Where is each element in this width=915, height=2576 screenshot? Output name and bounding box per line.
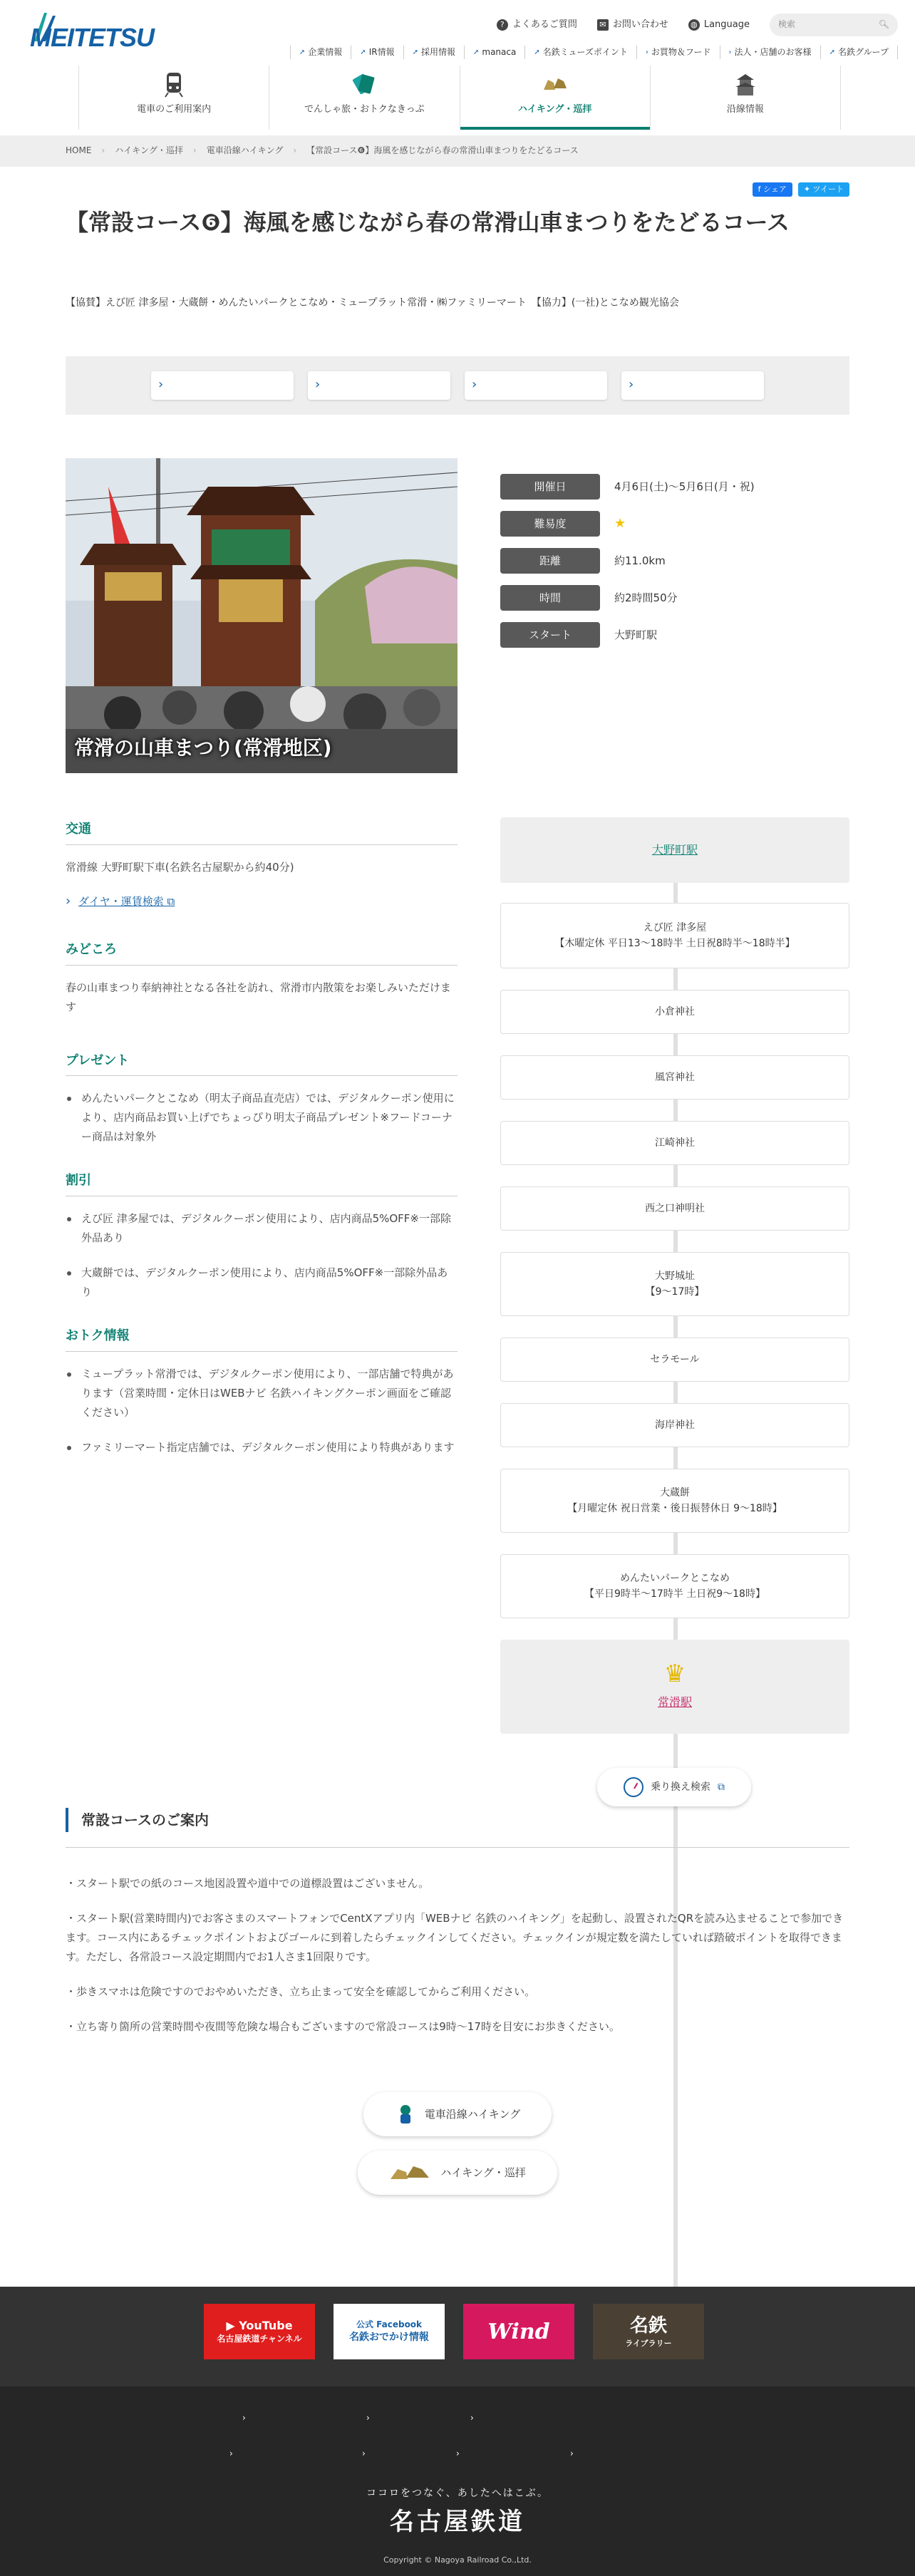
twitter-share-button[interactable]: ✦ ツイート [798, 182, 849, 197]
guide-paragraph: ・スタート駅での紙のコース地図設置や道中での道標設置はございません。 [66, 1877, 430, 1890]
stop-name: 大蔵餅 [660, 1486, 690, 1499]
castle-icon [731, 70, 760, 98]
external-link-icon: ⧉ [718, 1781, 725, 1793]
deals-section [66, 1326, 458, 1457]
search-input[interactable] [770, 14, 898, 36]
footer-link-arrow[interactable]: › [570, 2448, 574, 2458]
youtube-banner[interactable] [204, 2304, 315, 2359]
section-heading: みどころ [66, 940, 458, 966]
faq-link[interactable] [497, 18, 577, 33]
anchor-link[interactable] [621, 371, 764, 400]
subnav-label: 企業情報 [308, 47, 343, 57]
timetable-search-link[interactable]: › ダイヤ・運賃検索 ⧉ [66, 893, 175, 910]
subnav-label: 名鉄ミューズポイント [542, 47, 628, 57]
breadcrumb-home[interactable]: HOME [66, 145, 92, 156]
goal-station [500, 1640, 849, 1734]
subnav-item[interactable] [524, 46, 636, 59]
spec-value: 4月6日(土)〜5月6日(月・祝) [614, 480, 755, 493]
discount-section [66, 1171, 458, 1302]
subnav-item[interactable] [403, 46, 464, 59]
stop-note: 【木曜定休 平日13〜18時半 土日祝8時半〜18時半】 [554, 938, 795, 949]
subnav-item[interactable] [464, 46, 524, 59]
contact-link[interactable] [597, 18, 668, 33]
gnav-ticket[interactable] [269, 66, 460, 130]
faq-label: よくあるご質問 [512, 19, 577, 30]
banner-line1: Wind [487, 2319, 550, 2344]
gnav-area[interactable] [651, 66, 841, 130]
breadcrumb-separator: › [192, 145, 197, 156]
meitetsu-logo[interactable] [30, 10, 155, 52]
contact-label: お問い合わせ [612, 19, 668, 30]
stop-note: 【平日9時半〜17時半 土日祝9〜18時】 [584, 1588, 765, 1600]
arrow-icon: › [728, 48, 732, 56]
youtube-icon: ▶ YouTube [226, 2318, 293, 2332]
section-heading: おトク情報 [66, 1326, 458, 1352]
transfer-search-label: 乗り換え検索 [651, 1781, 710, 1793]
page-title: 【常設コース❻】海風を感じながら春の常滑山車まつりをたどるコース [66, 209, 790, 236]
banner-line1: YouTube [239, 2318, 293, 2332]
stop-name: 風宮神社 [655, 1071, 695, 1083]
list-item: ファミリーマート指定店舗では、デジタルクーポン使用により特典があります [66, 1438, 458, 1457]
footer [0, 2386, 915, 2576]
arrow-icon: ➚ [534, 48, 540, 56]
spec-row [500, 505, 849, 542]
subnav-label: 法人・店舗のお客様 [734, 47, 812, 57]
utility-nav [497, 14, 898, 36]
hiking-shoes-icon [541, 70, 569, 98]
footer-banners [204, 2304, 704, 2359]
facebook-share-button[interactable]: f シェア [753, 182, 792, 197]
spec-row [500, 579, 849, 616]
banner-line1: 名鉄 [629, 2314, 667, 2337]
footer-link-arrow[interactable]: › [242, 2413, 246, 2423]
spec-label: 難易度 [500, 511, 600, 537]
arrow-icon: ➚ [412, 48, 418, 56]
banner-line2: 名古屋鉄道チャンネル [217, 2333, 302, 2344]
course-info [66, 819, 458, 1479]
spec-label: 開催日 [500, 474, 600, 500]
present-section [66, 1051, 458, 1147]
train-hiking-button[interactable] [363, 2092, 552, 2136]
spec-value: 約2時間50分 [614, 591, 678, 604]
gnav-label: でんしゃ旅・おトクなきっぷ [304, 104, 425, 115]
facebook-share-label: シェア [763, 185, 787, 194]
language-label: Language [703, 19, 750, 30]
arrow-icon: ➚ [360, 48, 366, 56]
section-heading: プレゼント [66, 1051, 458, 1077]
breadcrumb-current: 【常設コース❻】海風を感じながら春の常滑山車まつりをたどるコース [306, 145, 579, 156]
pill-label: 電車沿線ハイキング [424, 2108, 521, 2121]
breadcrumb [0, 135, 915, 167]
subnav-label: 採用情報 [420, 47, 455, 57]
access-text: 常滑線 大野町駅下車(名鉄名古屋駅から約40分) [66, 860, 294, 874]
divider [66, 1847, 849, 1848]
logo-text: MEITETSU [30, 23, 155, 52]
search-placeholder: 検索 [778, 19, 796, 30]
copyright: Copyright © Nagoya Railroad Co.,Ltd. [383, 2555, 532, 2565]
footer-link-arrow[interactable]: › [366, 2413, 370, 2423]
footer-link-arrow[interactable]: › [362, 2448, 366, 2458]
section-heading: 割引 [66, 1171, 458, 1196]
stop-name: 西之口神明社 [645, 1202, 705, 1214]
stop-name: セラモール [650, 1353, 700, 1365]
route-stop [500, 1055, 849, 1100]
transfer-search-button[interactable] [597, 1768, 751, 1806]
footer-tagline: ココロをつなぐ、あしたへはこぶ。 [366, 2488, 549, 2499]
banner-line2: 名鉄おでかけ情報 [349, 2331, 429, 2343]
route-stop [500, 1252, 849, 1316]
gnav-hiking[interactable] [460, 66, 651, 130]
stop-name: えび匠 津多屋 [643, 921, 707, 933]
route-stop [500, 1338, 849, 1382]
clock-icon [624, 1777, 643, 1797]
arrow-icon: ➚ [299, 48, 306, 56]
section-heading: 交通 [66, 819, 458, 845]
breadcrumb-item[interactable]: 電車沿線ハイキング [206, 145, 284, 156]
timetable-link-label: ダイヤ・運賃検索 [78, 894, 164, 908]
highlights-section [66, 940, 458, 1017]
subnav-item[interactable] [290, 46, 351, 59]
hiking-pilgrimage-button[interactable] [358, 2151, 557, 2195]
hero-image [66, 458, 458, 773]
subnav-label: manaca [482, 47, 517, 57]
train-icon [160, 70, 188, 98]
guide-heading: 常設コースのご案内 [66, 1808, 849, 1832]
guide-text [66, 1874, 849, 2052]
list-item: えび匠 津多屋では、デジタルクーポン使用により、店内商品5%OFF※一部除外品あり [66, 1209, 458, 1248]
stop-note: 【月曜定休 祝日営業・後日振替休日 9〜18時】 [567, 1503, 782, 1514]
site-header [0, 0, 915, 134]
pill-label: ハイキング・巡拝 [440, 2166, 526, 2179]
route-stop [500, 1469, 849, 1533]
arrow-icon: ➚ [829, 48, 835, 56]
stop-name: 江崎神社 [655, 1137, 695, 1149]
spec-value: 約11.0km [614, 554, 666, 567]
guide-paragraph: ・スタート駅(営業時間内)でお客さまのスマートフォンでCentXアプリ内「WEBナビ 名鉄のハイキング」を起動し、設置されたQRを読み込ませることで参加できます。コース内にあるチェックポイントおよびゴールに到着したらチェックインしてください。チェックインが規定数を満たしていれば踏破ポイントを取得できます。ただし、各常設コース設定期間内でお1人さま1回限りです。 [66, 1912, 844, 1963]
spec-label: 距離 [500, 548, 600, 574]
list-item: 大蔵餅では、デジタルクーポン使用により、店内商品5%OFF※一部除外品あり [66, 1263, 458, 1302]
mail-icon: ✉ [597, 19, 609, 31]
subnav-item[interactable] [820, 46, 898, 59]
route-stop [500, 1121, 849, 1165]
search-icon[interactable]: 🔍︎ [878, 19, 889, 30]
global-nav [78, 66, 841, 130]
share-buttons [753, 182, 849, 197]
goal-station-link[interactable]: 常滑駅 [657, 1695, 692, 1709]
banner-line2: ライブラリー [625, 2338, 672, 2348]
breadcrumb-item[interactable]: ハイキング・巡拝 [115, 145, 183, 156]
breadcrumb-separator: › [293, 145, 297, 156]
globe-icon: ◍ [688, 19, 700, 31]
route-stop [500, 990, 849, 1034]
hiking-shoes-icon [389, 2162, 432, 2183]
stop-note: 【9〜17時】 [645, 1286, 705, 1298]
spec-value: 大野町駅 [614, 629, 658, 641]
subnav-label: 名鉄グループ [837, 47, 889, 57]
subnav-label: IR情報 [368, 47, 395, 57]
festival-photo [66, 458, 458, 773]
footer-brand: 名古屋鉄道 [390, 2508, 525, 2536]
wind-banner[interactable] [463, 2304, 574, 2359]
stop-name: 大野城址 [655, 1270, 695, 1282]
difficulty-star-icon: ★ [614, 515, 626, 531]
subnav-item[interactable] [351, 46, 403, 59]
stop-name: 海岸神社 [655, 1419, 695, 1431]
subnav-item[interactable] [636, 46, 720, 59]
spec-row [500, 542, 849, 579]
route-stop [500, 1403, 849, 1447]
sub-nav [290, 46, 898, 59]
list-item: ミュープラット常滑では、デジタルクーポン使用により、一部店舗で特典があります（営業時間・定休日はWEBナビ 名鉄ハイキングクーポン画面をご確認ください） [66, 1365, 458, 1422]
crown-icon: ♛ [663, 1660, 686, 1689]
gnav-label: ハイキング・巡拝 [517, 104, 592, 115]
route-stop [500, 903, 849, 968]
subnav-label: お買物＆フード [651, 47, 711, 57]
language-link[interactable] [688, 18, 750, 33]
facebook-banner[interactable] [334, 2304, 445, 2359]
hiker-icon [395, 2104, 416, 2125]
sponsor-text: 【協賛】えび匠 津多屋・大蔵餅・めんたいパークとこなめ・ミュープラット常滑・㈱ファミリーマート 【協力】(一社)とこなめ観光協会 [66, 297, 679, 309]
course-route [500, 817, 849, 1755]
anchor-links [66, 356, 849, 415]
stop-name: 小倉神社 [655, 1005, 695, 1018]
route-stop [500, 1554, 849, 1618]
anchor-link[interactable] [308, 371, 450, 400]
anchor-link[interactable] [465, 371, 607, 400]
question-icon: ? [497, 19, 508, 31]
gnav-label: 電車のご利用案内 [137, 104, 212, 115]
banner-line1: 公式 Facebook [356, 2319, 423, 2330]
start-station-link[interactable]: 大野町駅 [651, 843, 698, 857]
twitter-share-label: ツイート [812, 185, 844, 194]
footer-link-arrow[interactable]: › [229, 2448, 233, 2458]
start-station [500, 817, 849, 883]
subnav-item[interactable] [720, 46, 820, 59]
spec-label: スタート [500, 622, 600, 648]
guide-paragraph: ・歩きスマホは危険ですのでおやめいただき、立ち止まって安全を確認してからご利用ください。 [66, 1985, 536, 1998]
footer-link-arrow[interactable]: › [470, 2413, 474, 2423]
spec-row [500, 616, 849, 653]
arrow-icon: › [645, 48, 648, 56]
access-section [66, 819, 458, 910]
gnav-label: 沿線情報 [726, 104, 764, 115]
gnav-train[interactable] [78, 66, 269, 130]
spec-label: 時間 [500, 585, 600, 611]
highlights-text: 春の山車まつり奉納神社となる各社を訪れ、常滑市内散策をお楽しみいただけます [66, 981, 451, 1013]
route-stop [500, 1186, 849, 1231]
breadcrumb-separator: › [101, 145, 105, 156]
list-item: めんたいパークとこなめ（明太子商品直売店）では、デジタルクーポン使用により、店内商品お買い上げでちょっぴり明太子商品プレゼント※フードコーナー商品は対象外 [66, 1089, 458, 1147]
hero-caption: 常滑の山車まつり(常滑地区) [74, 736, 332, 760]
library-banner[interactable] [593, 2304, 704, 2359]
anchor-link[interactable] [151, 371, 294, 400]
arrow-icon: ➚ [472, 48, 480, 56]
stop-name: めんたいパークとこなめ [620, 1572, 730, 1584]
spec-row [500, 468, 849, 505]
guide-paragraph: ・立ち寄り箇所の営業時間や夜間等危険な場合もございますので常設コースは9時〜17時を目安にお歩きください。 [66, 2020, 620, 2033]
ticket-icon [350, 70, 378, 98]
course-specs [500, 468, 849, 653]
footer-link-arrow[interactable]: › [456, 2448, 460, 2458]
